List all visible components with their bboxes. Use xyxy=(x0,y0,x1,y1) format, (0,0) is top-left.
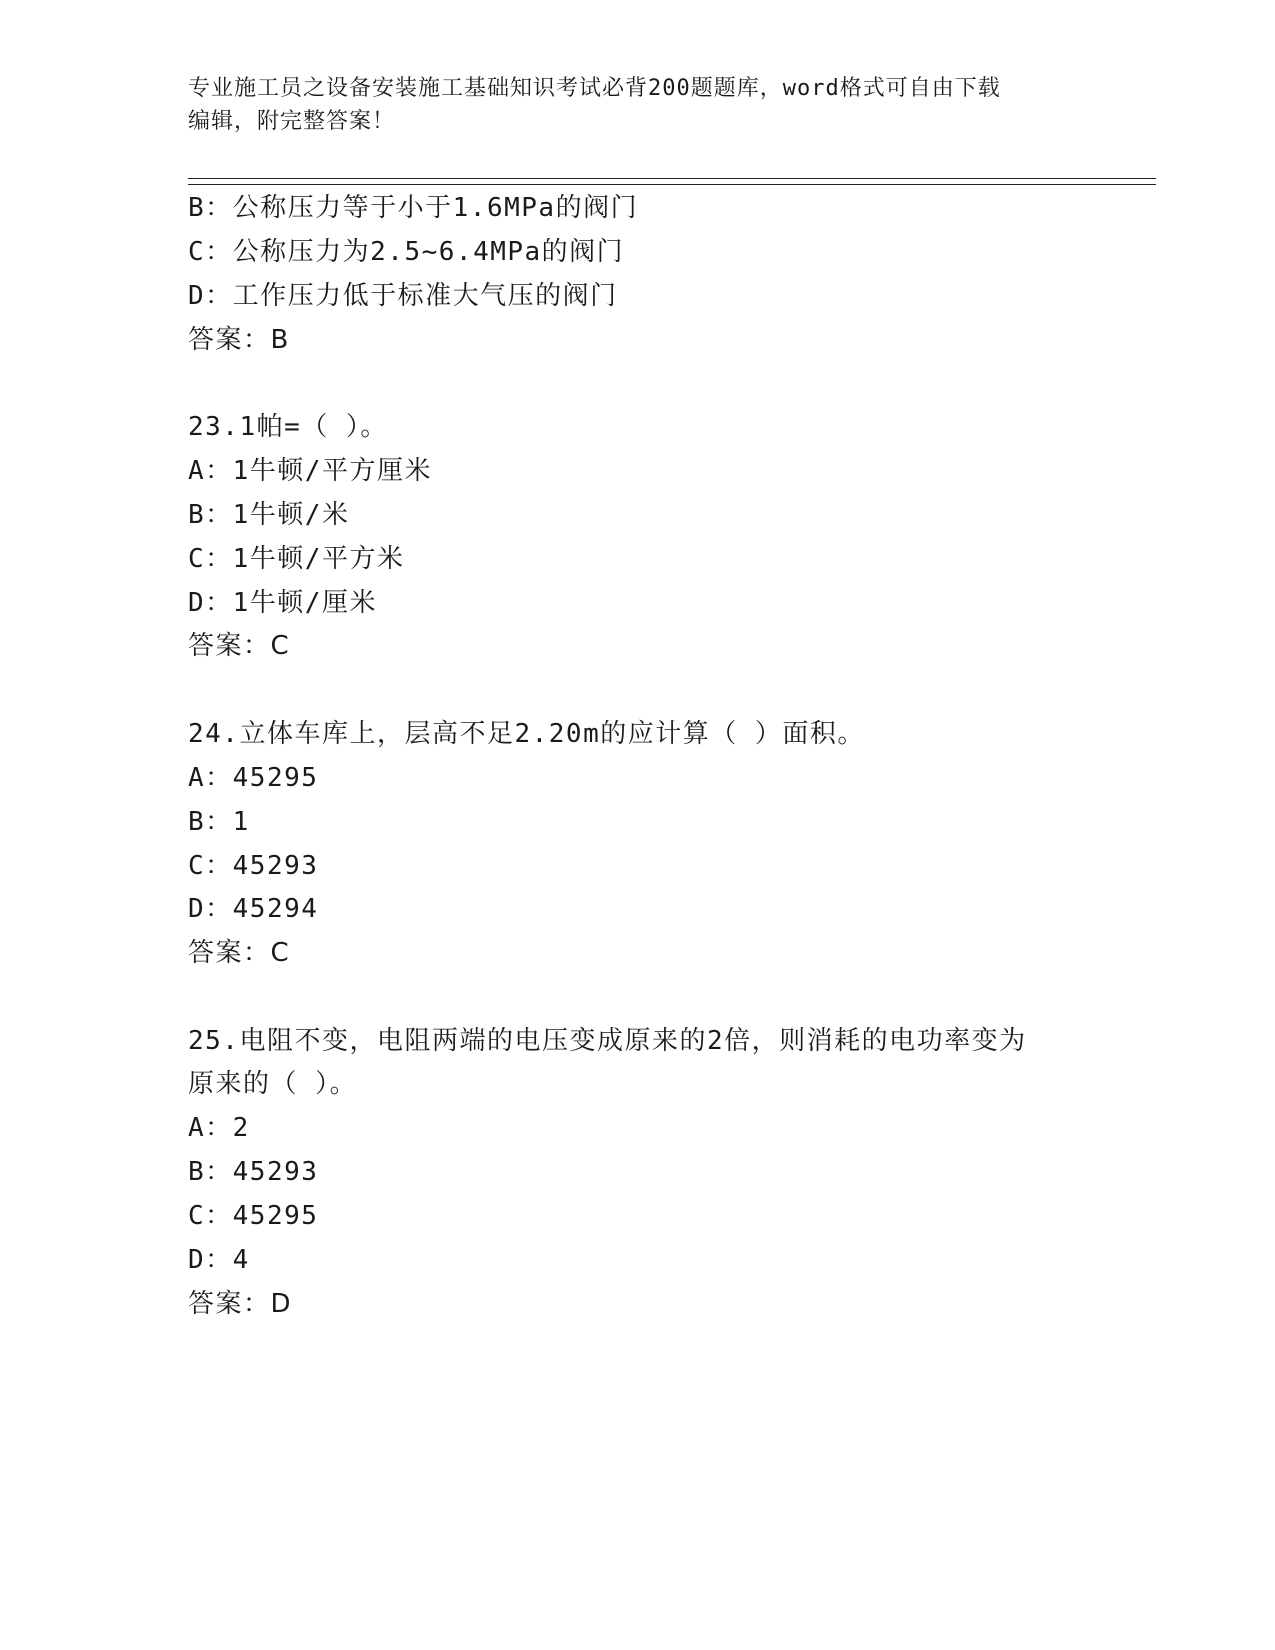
q23-option-c: C：1牛顿/平方米 xyxy=(188,544,405,574)
q22-answer: 答案：B xyxy=(188,325,290,355)
header-double-rule xyxy=(188,178,1156,185)
q22-option-b: B：公称压力等于小于1.6MPa的阀门 xyxy=(188,193,639,223)
q25-option-b: B：45293 xyxy=(188,1157,319,1187)
q24-option-a: A：45295 xyxy=(188,763,319,793)
q24-answer: 答案：C xyxy=(188,938,291,968)
q23-answer: 答案：C xyxy=(188,631,291,661)
q24-option-b: B：1 xyxy=(188,807,250,837)
q22-option-d: D：工作压力低于标准大气压的阀门 xyxy=(188,281,618,311)
header-title-line-1: 专业施工员之设备安装施工基础知识考试必背200题题库，word格式可自由下载 xyxy=(188,76,1001,101)
document-header xyxy=(188,72,1088,138)
q22-option-c: C：公称压力为2.5~6.4MPa的阀门 xyxy=(188,237,625,267)
q25-option-d: D：4 xyxy=(188,1245,250,1275)
q23-option-b: B：1牛顿/米 xyxy=(188,500,350,530)
q25-answer: 答案：D xyxy=(188,1289,293,1319)
q24-stem: 24.立体车库上，层高不足2.20m的应计算（ ）面积。 xyxy=(188,719,865,749)
q23-option-d: D：1牛顿/厘米 xyxy=(188,588,377,618)
q25-stem-line-2: 原来的（ ）。 xyxy=(188,1069,358,1099)
q24-option-c: C：45293 xyxy=(188,851,319,881)
q23-option-a: A：1牛顿/平方厘米 xyxy=(188,456,432,486)
header-title-line-2: 编辑，附完整答案！ xyxy=(188,109,396,134)
q25-stem-line-1: 25.电阻不变，电阻两端的电压变成原来的2倍，则消耗的电功率变为 xyxy=(188,1026,1027,1056)
q25-option-a: A：2 xyxy=(188,1113,250,1143)
q23-stem: 23.1帕=（ ）。 xyxy=(188,412,388,442)
q25-option-c: C：45295 xyxy=(188,1201,319,1231)
q24-option-d: D：45294 xyxy=(188,894,319,924)
